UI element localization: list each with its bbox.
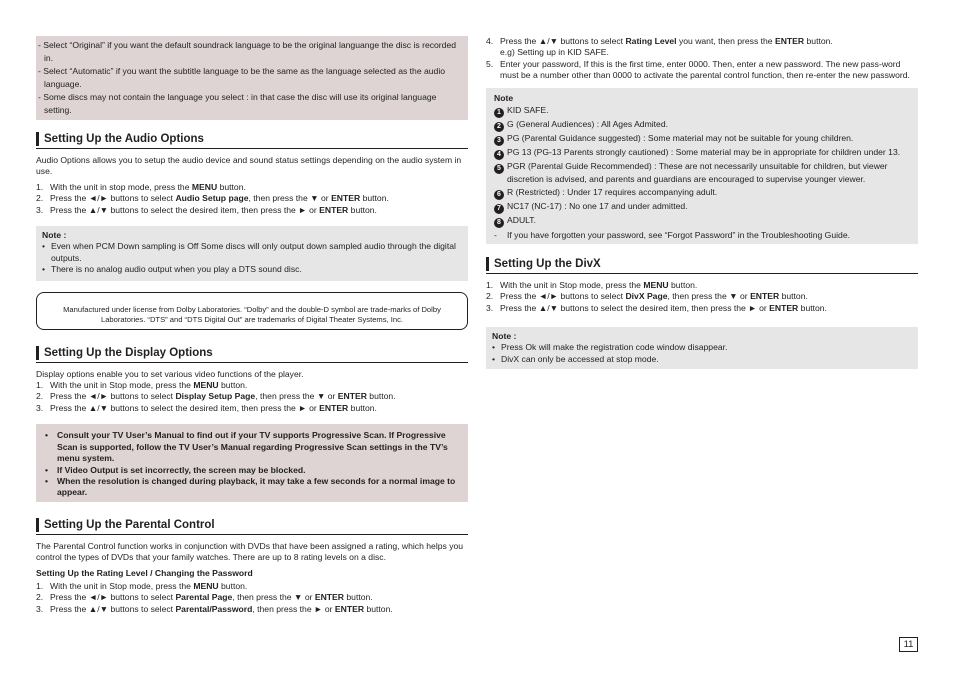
right-column — [486, 36, 918, 369]
parental-step-1: 1. With the unit in Stop mode, press the MENU button. — [36, 580, 248, 591]
display-warning-2: • If Video Output is set incorrectly, the screen may be blocked. — [45, 464, 306, 475]
number-1-icon: 1 — [494, 108, 504, 118]
left-column — [36, 36, 468, 615]
number-2-icon: 2 — [494, 122, 504, 132]
dolby-notice-text: Manufactured under license from Dolby Laboratories. “Dolby” and the double-D symbol are trade-marks of Dolby Laboratories. “DTS” and “DTS Digital Out” are trademarks of Digital Theater Systems, Inc. — [63, 304, 441, 325]
language-note-automatic: - Select “Automatic” if you want the subtitle language to be the same as the language selected as the audio language. — [38, 66, 446, 89]
display-step-3: 3. Press the ▲/▼ buttons to select the desired item, then press the ► or ENTER button. — [36, 402, 377, 413]
parental-step-3: 3. Press the ▲/▼ buttons to select Parental/Password, then press the ► or ENTER button. — [36, 603, 393, 614]
audio-options-heading: Setting Up the Audio Options — [36, 132, 468, 149]
rating-note-title: Note — [494, 92, 514, 103]
parental-steps-continued — [486, 36, 918, 82]
rating-nc17: 7 NC17 (NC-17) : No one 17 and under admitted. — [494, 200, 912, 214]
audio-note-2: • There is no analog audio output when you play a DTS sound disc. — [42, 264, 302, 275]
parental-steps — [36, 581, 468, 615]
parental-step-4: 4. Press the ▲/▼ buttons to select Rating Level you want, then press the ENTER button. e.g) Setting up in KID SAFE. — [486, 36, 833, 58]
language-note-original: - Select “Original” if you want the default soundrack language to be the original languange the disc is recorded in. — [38, 40, 457, 63]
language-note-missing: - Some discs may not contain the language you select : in that case the disc will use its original language setting. — [38, 92, 437, 115]
divx-step-1: 1. With the unit in Stop mode, press the MENU button. — [486, 279, 698, 290]
rating-pg: 3 PG (Parental Guidance suggested) : Some material may not be suitable for young children. — [494, 132, 912, 146]
audio-note-1: • Even when PCM Down sampling is Off Some discs will only output down sampled audio through the digital outputs. — [42, 241, 456, 263]
number-5-icon: 5 — [494, 164, 504, 174]
language-notes-box — [36, 36, 468, 120]
divx-steps — [486, 280, 918, 314]
display-warning-1: • Consult your TV User’s Manual to find out if your TV supports Progressive Scan. If Progressive Scan is supported, follow the TV User’s Manual regarding Progressive Scan settings in the TV’s menu system. — [45, 430, 448, 464]
number-3-icon: 3 — [494, 136, 504, 146]
parental-control-desc: The Parental Control function works in conjunction with DVDs that have been assigned a rating, which helps you control the types of DVDs that your family watches. There are up to 8 rating levels on a disc. — [36, 540, 464, 563]
rating-note-box — [486, 88, 918, 244]
rating-level-subtitle: Setting Up the Rating Level / Changing the Password — [36, 567, 253, 578]
rating-g: 2 G (General Audiences) : All Ages Admited. — [494, 118, 912, 132]
audio-note-title: Note : — [42, 230, 67, 241]
number-6-icon: 6 — [494, 190, 504, 200]
display-options-heading: Setting Up the Display Options — [36, 346, 468, 363]
divx-note-box — [486, 327, 918, 369]
display-step-1: 1. With the unit in Stop mode, press the MENU button. — [36, 380, 248, 391]
audio-steps — [36, 182, 468, 216]
audio-step-1: 1. With the unit in stop mode, press the MENU button. — [36, 181, 246, 192]
page-number: 11 — [899, 637, 918, 652]
rating-kid-safe: 1 KID SAFE. — [494, 104, 912, 118]
dolby-notice-box — [36, 292, 468, 330]
audio-options-section — [36, 132, 468, 281]
parental-step-5: 5. Enter your password, If this is the first time, enter 0000. Then, enter a new password. The new pass-word must be a number other than 0000 to activate the parental control function, then re-enter the new password. — [486, 58, 910, 81]
rating-r: 6 R (Restricted) : Under 17 requires accompanying adult. — [494, 186, 912, 200]
rating-pgr: 5 PGR (Parental Guide Recommended) : These are not necessarily unsuitable for children, but viewer discretion is advised, and parents and guardians are encouraged to supervise younger viewer. — [494, 160, 912, 186]
parental-control-section — [36, 518, 468, 615]
divx-heading: Setting Up the DivX — [486, 257, 918, 274]
display-warning-box — [36, 424, 468, 501]
divx-step-3: 3. Press the ▲/▼ buttons to select the desired item, then press the ► or ENTER button. — [486, 302, 827, 313]
audio-options-desc: Audio Options allows you to setup the audio device and sound status settings depending on the audio system in use. — [36, 155, 462, 177]
audio-step-2: 2. Press the ◄/► buttons to select Audio Setup page, then press the ▼ or ENTER button. — [36, 193, 389, 204]
rating-adult: 8 ADULT. — [494, 214, 912, 228]
number-8-icon: 8 — [494, 218, 504, 228]
audio-step-3: 3. Press the ▲/▼ buttons to select the desired item, then press the ► or ENTER button. — [36, 204, 377, 215]
display-warning-3: • When the resolution is changed during playback, it may take a few seconds for a normal image to appear. — [45, 475, 456, 498]
display-options-section — [36, 346, 468, 502]
number-7-icon: 7 — [494, 204, 504, 214]
audio-note-box — [36, 226, 468, 281]
forgot-password-note: - If you have forgotten your password, see “Forgot Password” in the Troubleshooting Guide. — [494, 230, 850, 241]
number-4-icon: 4 — [494, 150, 504, 160]
divx-note-1: • Press Ok will make the registration code window disappear. — [492, 342, 728, 353]
parental-step-2: 2. Press the ◄/► buttons to select Parental Page, then press the ▼ or ENTER button. — [36, 592, 373, 603]
rating-pg13: 4 PG 13 (PG-13 Parents strongly cautioned) : Some material may be in appropriate for children under 13. — [494, 146, 912, 160]
divx-note-title: Note : — [492, 331, 517, 342]
parental-control-heading: Setting Up the Parental Control — [36, 518, 468, 535]
divx-step-2: 2. Press the ◄/► buttons to select DivX Page, then press the ▼ or ENTER button. — [486, 291, 808, 302]
display-steps — [36, 380, 468, 414]
divx-note-2: • DivX can only be accessed at stop mode. — [492, 353, 659, 364]
display-step-2: 2. Press the ◄/► buttons to select Display Setup Page, then press the ▼ or ENTER button. — [36, 391, 396, 402]
display-options-desc: Display options enable you to set various video functions of the player. — [36, 368, 304, 379]
divx-section — [486, 257, 918, 369]
